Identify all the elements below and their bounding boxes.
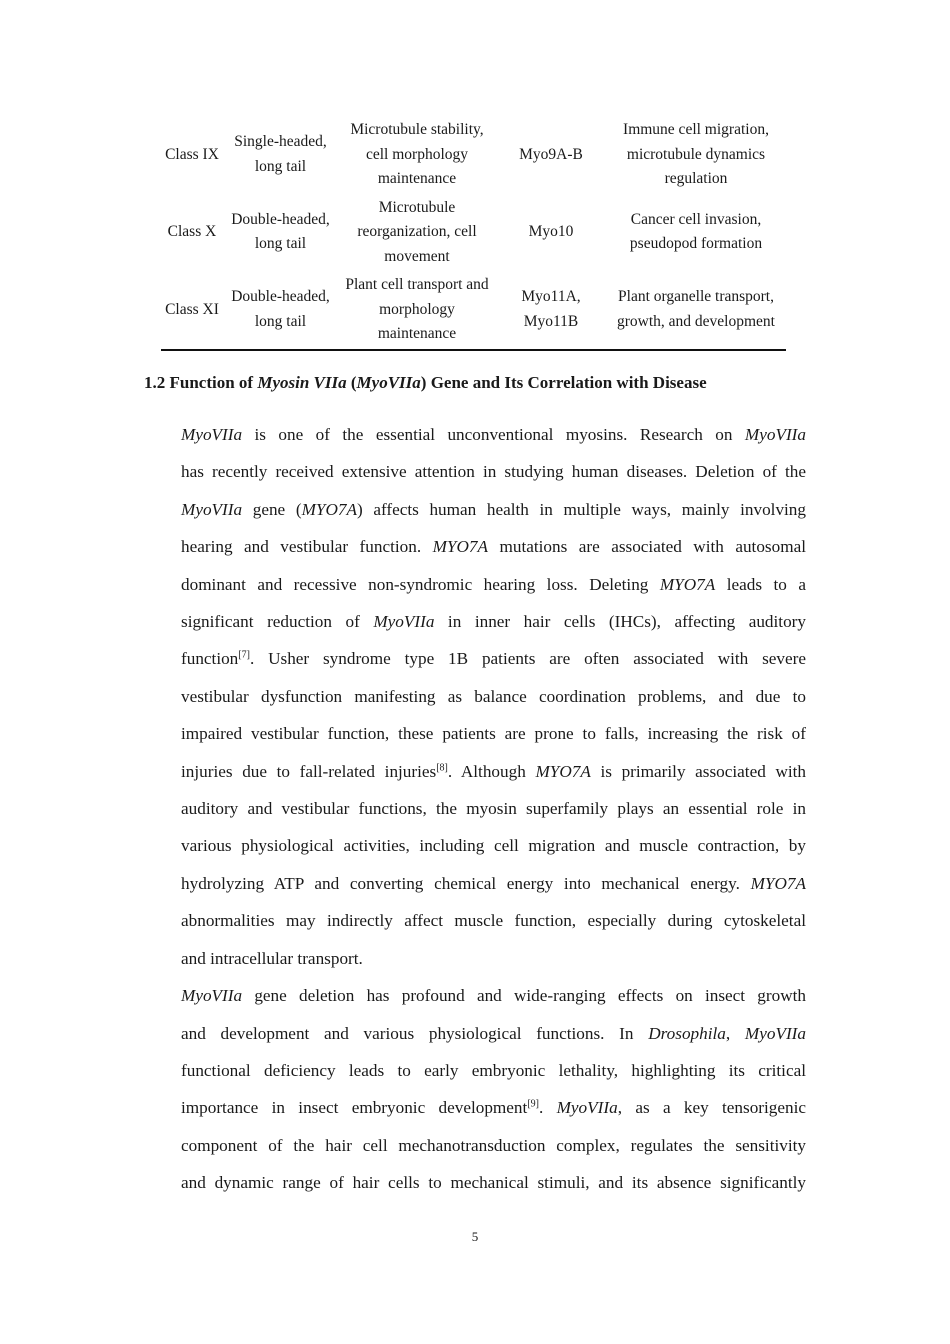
- italic-term: MYO7A: [301, 499, 357, 519]
- body-paragraph: [144, 977, 806, 1201]
- cell-genes: [496, 271, 606, 350]
- text-run: significant reduction of: [181, 612, 374, 632]
- cell-line: Double-headed,: [231, 210, 330, 228]
- italic-term: Drosophila: [648, 1023, 726, 1043]
- cell-line: Double-headed,: [231, 288, 330, 306]
- text-run: dominant and recessive non-syndromic hearing loss. Deleting: [181, 574, 660, 594]
- text-line: [144, 566, 806, 603]
- text-run: importance in insect embryonic development: [181, 1098, 528, 1118]
- cell-line: cell morphology: [365, 145, 469, 163]
- cell-line: movement: [384, 247, 450, 265]
- text-line: [144, 827, 806, 864]
- cell-line: Myo10: [528, 223, 574, 240]
- text-line: [144, 453, 806, 490]
- text-run: various physiological activities, including cell migration and muscle contraction, by: [181, 836, 806, 856]
- text-line: [144, 678, 806, 715]
- text-run: ) affects human health in multiple ways, mainly involving: [356, 499, 806, 519]
- cell-line: maintenance: [377, 170, 457, 187]
- text-line: [144, 940, 806, 977]
- text-run: hydrolyzing ATP and converting chemical energy into mechanical energy.: [181, 873, 751, 893]
- cell-line: Immune cell migration,: [623, 121, 769, 138]
- text-line: [144, 416, 806, 453]
- text-line: [144, 753, 806, 790]
- text-run: , as a key tensorigenic: [617, 1098, 807, 1118]
- cell-structure: [223, 271, 338, 350]
- body-paragraph: [144, 416, 806, 977]
- italic-term: MyoVIIa: [744, 425, 806, 444]
- section-heading: [144, 371, 707, 395]
- text-run: and intracellular transport.: [181, 948, 363, 968]
- cell-structure: [223, 116, 338, 194]
- cell-line: Myo11B: [523, 312, 579, 330]
- italic-term: MyoVIIa: [556, 1098, 618, 1118]
- citation-ref: [8]: [436, 761, 448, 773]
- italic-term: MYO7A: [750, 873, 806, 893]
- text-run: and dynamic range of hair cells to mechanical stimuli, and its absence significantly: [181, 1173, 806, 1193]
- section-title-italic-myosin: Myosin VIIa: [257, 373, 347, 392]
- section-title-mid: (: [346, 373, 357, 392]
- text-line: [144, 640, 806, 677]
- text-run: . Usher syndrome type 1B patients are often associated with severe: [249, 649, 806, 669]
- text-run: abnormalities may indirectly affect muscle function, especially during cytoskeletal: [181, 911, 806, 931]
- table-row: [161, 271, 786, 350]
- cell-line: Myo11A,: [521, 288, 581, 306]
- text-run: functional deficiency leads to early embryonic lethality, highlighting its critical: [181, 1060, 806, 1080]
- cell-line: maintenance: [377, 325, 457, 342]
- text-run: auditory and vestibular functions, the myosin superfamily plays an essential role in: [181, 799, 806, 819]
- cell-line: Cancer cell invasion,: [630, 210, 762, 228]
- cell-structure: [223, 194, 338, 272]
- section-title-pre: Function of: [165, 373, 258, 392]
- cell-role: [606, 194, 786, 272]
- cell-class: Class X: [167, 223, 217, 240]
- table-body: [161, 116, 786, 350]
- italic-term: MyoVIIa: [181, 986, 243, 1006]
- cell-line: Plant cell transport and: [345, 276, 489, 293]
- text-run: hearing and vestibular function.: [181, 537, 433, 557]
- cell-line: reorganization, cell: [357, 223, 477, 240]
- body-text: [144, 416, 806, 1202]
- italic-term: MyoVIIa: [744, 1023, 806, 1043]
- text-run: ,: [725, 1023, 745, 1043]
- text-line: [144, 865, 806, 902]
- text-line: [144, 1015, 806, 1052]
- text-run: is primarily associated with: [590, 761, 806, 781]
- cell-line: Microtubule stability,: [350, 121, 484, 138]
- text-line: [144, 1089, 806, 1126]
- cell-line: microtubule dynamics: [626, 145, 766, 163]
- cell-function: [338, 271, 496, 350]
- cell-line: Plant organelle transport,: [618, 288, 774, 306]
- cell-genes: [496, 194, 606, 272]
- cell-line: Myo9A-B: [519, 145, 583, 163]
- section-number: 1.2: [144, 373, 166, 392]
- cell-line: regulation: [664, 170, 728, 187]
- italic-term: MYO7A: [659, 574, 716, 594]
- table-row: [161, 194, 786, 272]
- text-line: [144, 1164, 806, 1201]
- cell-line: growth, and development: [617, 312, 775, 330]
- text-line: [144, 715, 806, 752]
- cell-role: [606, 116, 786, 194]
- text-run: component of the hair cell mechanotransduction complex, regulates the sensitivity: [181, 1135, 806, 1155]
- text-line: [144, 1127, 806, 1164]
- cell-line: long tail: [254, 157, 307, 175]
- text-run: .: [538, 1098, 557, 1118]
- text-run: function: [181, 649, 239, 669]
- cell-line: Single-headed,: [234, 133, 327, 151]
- cell-genes: [496, 116, 606, 194]
- section-title-italic-myovIIa: MyoVIIa: [356, 373, 421, 392]
- italic-term: MyoVIIa: [373, 612, 435, 632]
- text-run: in inner hair cells (IHCs), affecting auditory: [434, 612, 806, 632]
- table-row: [161, 116, 786, 194]
- citation-ref: [9]: [527, 1098, 539, 1110]
- text-line: [144, 603, 806, 640]
- cell-line: morphology: [379, 300, 455, 318]
- text-line: [144, 790, 806, 827]
- myosin-class-table: [161, 116, 786, 351]
- text-run: gene deletion has profound and wide-ranging effects on insect growth: [242, 986, 806, 1006]
- text-run: impaired vestibular function, these patients are prone to falls, increasing the risk of: [181, 724, 806, 744]
- text-run: . Although: [447, 761, 536, 781]
- section-title-post: ) Gene and Its Correlation with Disease: [420, 373, 707, 392]
- text-run: has recently received extensive attention in studying human diseases. Deletion of the: [181, 462, 806, 482]
- text-run: mutations are associated with autosomal: [488, 537, 806, 557]
- italic-term: MYO7A: [535, 761, 591, 781]
- text-run: is one of the essential unconventional myosins. Research on: [242, 425, 745, 444]
- italic-term: MyoVIIa: [181, 499, 243, 519]
- text-run: vestibular dysfunction manifesting as balance coordination problems, and due to: [181, 686, 806, 706]
- cell-class: Class XI: [161, 271, 223, 350]
- text-line: [144, 977, 806, 1014]
- italic-term: MyoVIIa: [181, 425, 243, 444]
- cell-line: pseudopod formation: [629, 235, 763, 253]
- italic-term: MYO7A: [432, 537, 488, 557]
- cell-function: [338, 116, 496, 194]
- text-line: [144, 491, 806, 528]
- cell-line: Microtubule: [378, 198, 456, 216]
- text-line: [144, 1052, 806, 1089]
- text-line: [144, 902, 806, 939]
- text-run: and development and various physiological functions. In: [181, 1023, 649, 1043]
- cell-function: [338, 194, 496, 272]
- text-line: [144, 528, 806, 565]
- cell-class: Class IX: [165, 145, 219, 163]
- text-run: leads to a: [715, 574, 806, 594]
- cell-line: long tail: [254, 235, 307, 253]
- text-run: gene (: [242, 499, 302, 519]
- page-number: 5: [471, 1229, 479, 1244]
- citation-ref: [7]: [238, 649, 250, 661]
- cell-role: [606, 271, 786, 350]
- text-run: injuries due to fall-related injuries: [181, 761, 437, 781]
- cell-line: long tail: [254, 312, 307, 330]
